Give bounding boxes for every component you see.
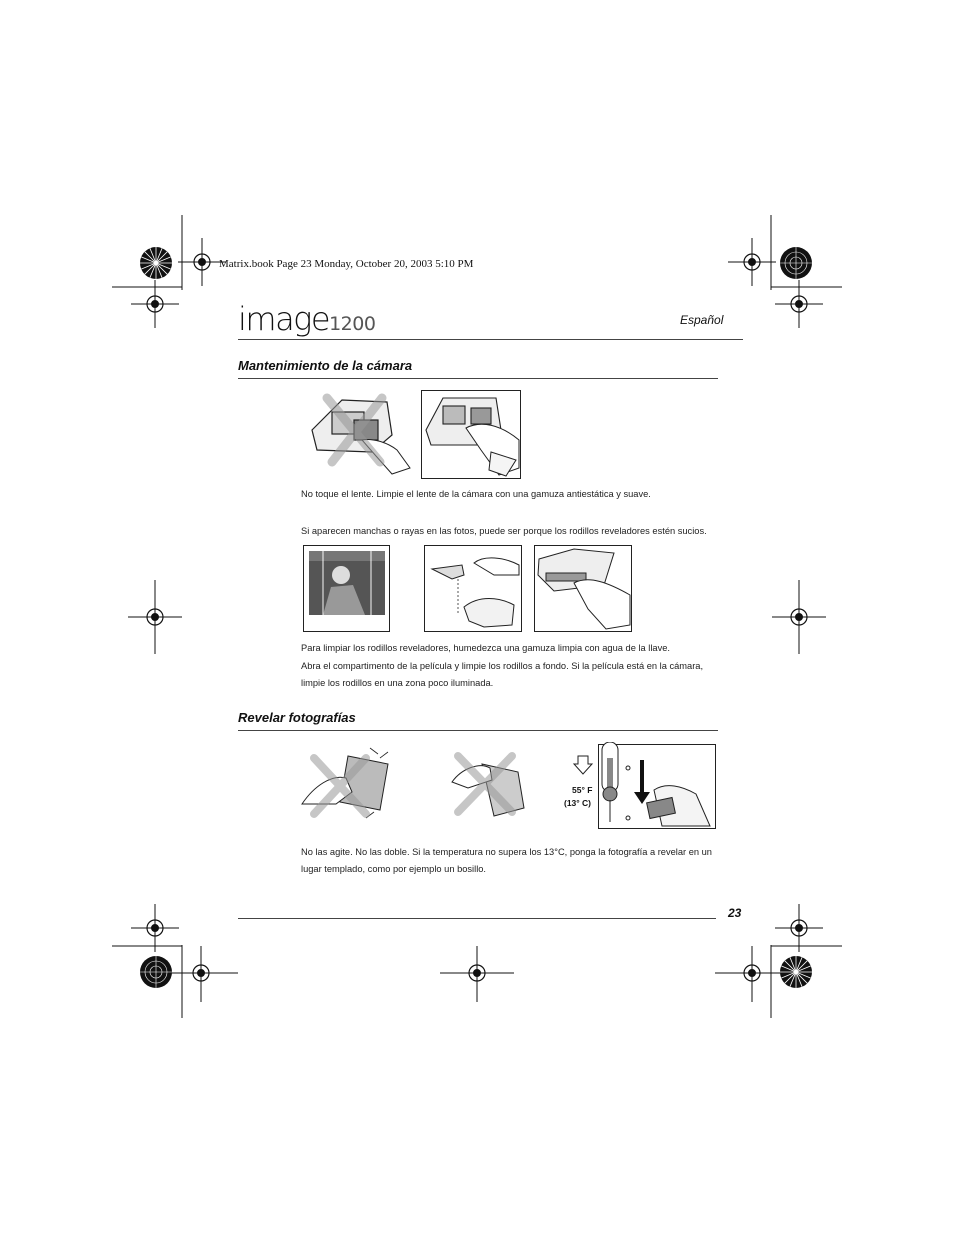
paragraph: No las agite. No las doble. Si la temperatura no supera los 13°C, ponga la fotografía a revelar en un lugar templado, como por ejemplo un bosillo. — [301, 847, 712, 874]
starburst-target-icon — [139, 246, 173, 280]
paragraph: Abra el compartimento de la película y limpie los rodillos a fondo. Si la película está en la cámara, limpie los rodillos en una zona poco iluminada. — [301, 661, 704, 688]
starburst-target-icon — [779, 246, 813, 280]
illustration-dont-bend — [448, 744, 528, 824]
starburst-target-icon — [139, 955, 173, 989]
paragraph: Si aparecen manchas o rayas en las fotos, puede ser porque los rodillos reveladores estén sucios. — [301, 526, 707, 536]
registration-mark-icon — [728, 238, 776, 286]
illustration-warm-pocket — [570, 742, 720, 830]
registration-mark-icon — [131, 280, 179, 328]
illustration-dont-shake — [300, 744, 392, 824]
print-header: Matrix.book Page 23 Monday, October 20, 2003 5:10 PM — [219, 258, 474, 270]
registration-mark-icon — [440, 936, 514, 1010]
language-label: Español — [680, 313, 724, 327]
registration-mark-icon — [118, 580, 192, 654]
illustration-wet-cloth — [424, 545, 522, 633]
starburst-target-icon — [779, 955, 813, 989]
section-rule — [238, 378, 718, 379]
header-rule — [238, 339, 743, 340]
illustration-clean-lens — [421, 390, 521, 480]
registration-mark-icon — [762, 580, 836, 654]
page-number: 23 — [728, 906, 742, 920]
section-title: Mantenimiento de la cámara — [238, 358, 413, 373]
registration-mark-icon — [164, 936, 238, 1010]
registration-mark-icon — [715, 936, 789, 1010]
product-logo — [238, 300, 375, 338]
paragraph: Para limpiar los rodillos reveladores, humedezca una gamuza limpia con agua de la llave. — [301, 643, 670, 653]
illustration-clean-rollers — [534, 545, 632, 633]
illustration-streaked-photo — [303, 545, 391, 633]
logo-model: 1200 — [329, 313, 376, 335]
paragraph: No toque el lente. Limpie el lente de la cámara con una gamuza antiestática y suave. — [301, 489, 651, 499]
thermometer-label-f: 55° F — [572, 785, 593, 795]
illustration-dont-touch-lens — [302, 390, 412, 480]
footer-rule — [238, 918, 716, 919]
logo-main: image — [238, 300, 330, 338]
section-title: Revelar fotografías — [238, 710, 356, 725]
registration-mark-icon — [775, 280, 823, 328]
section-rule — [238, 730, 718, 731]
thermometer-label-c: (13° C) — [564, 798, 592, 808]
